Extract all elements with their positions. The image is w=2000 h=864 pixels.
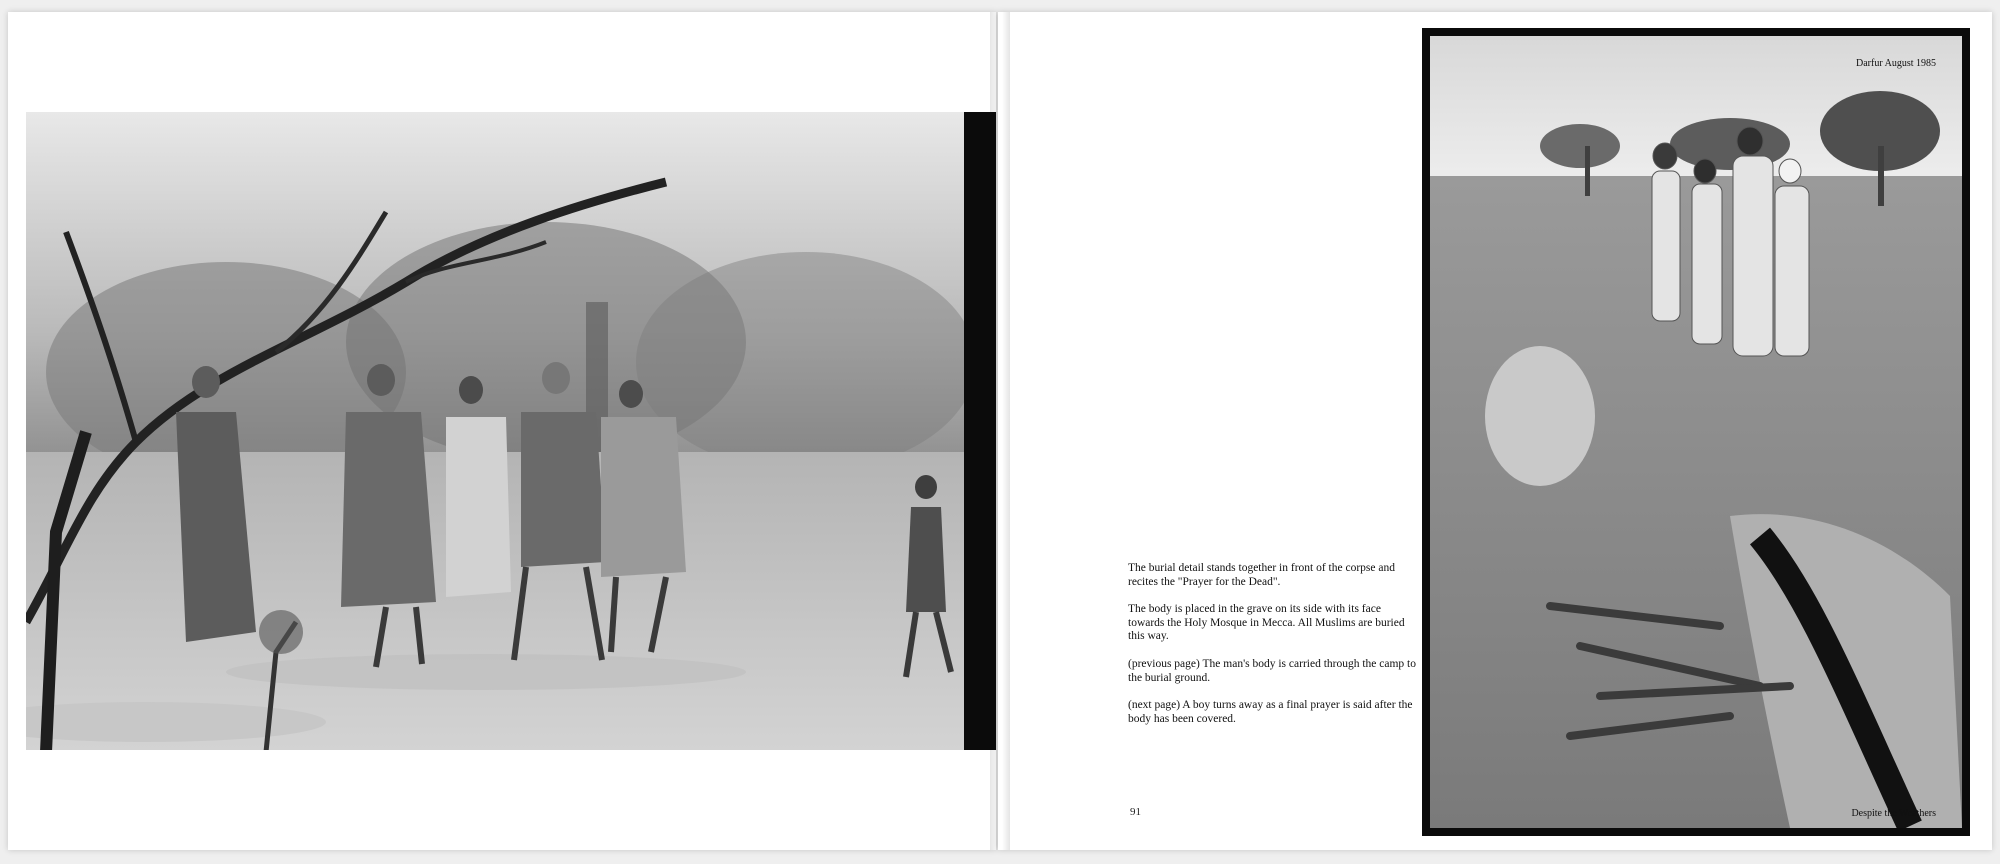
photograph-burial-procession [26,112,970,750]
photo-caption [1128,562,1418,740]
caption-paragraph: The body is placed in the grave on its side with its face towards the Holy Mosque in Mecca. All Muslims are buried this way. [1128,603,1405,643]
page-number: 91 [1130,806,1141,818]
photo-location-date-label: Darfur August 1985 [1856,58,1936,69]
photograph-burial-site [1422,28,1970,836]
caption-paragraph: The burial detail stands together in front of the corpse and recites the "Prayer for the Dead". [1128,562,1395,588]
caption-paragraph: (previous page) The man's body is carried through the camp to the burial ground. [1128,657,1416,684]
film-border [964,112,996,750]
caption-paragraph: (next page) A boy turns away as a final prayer is said after the body has been covered. [1128,699,1413,725]
photo-series-label: Despite the Weathers [1851,808,1936,819]
